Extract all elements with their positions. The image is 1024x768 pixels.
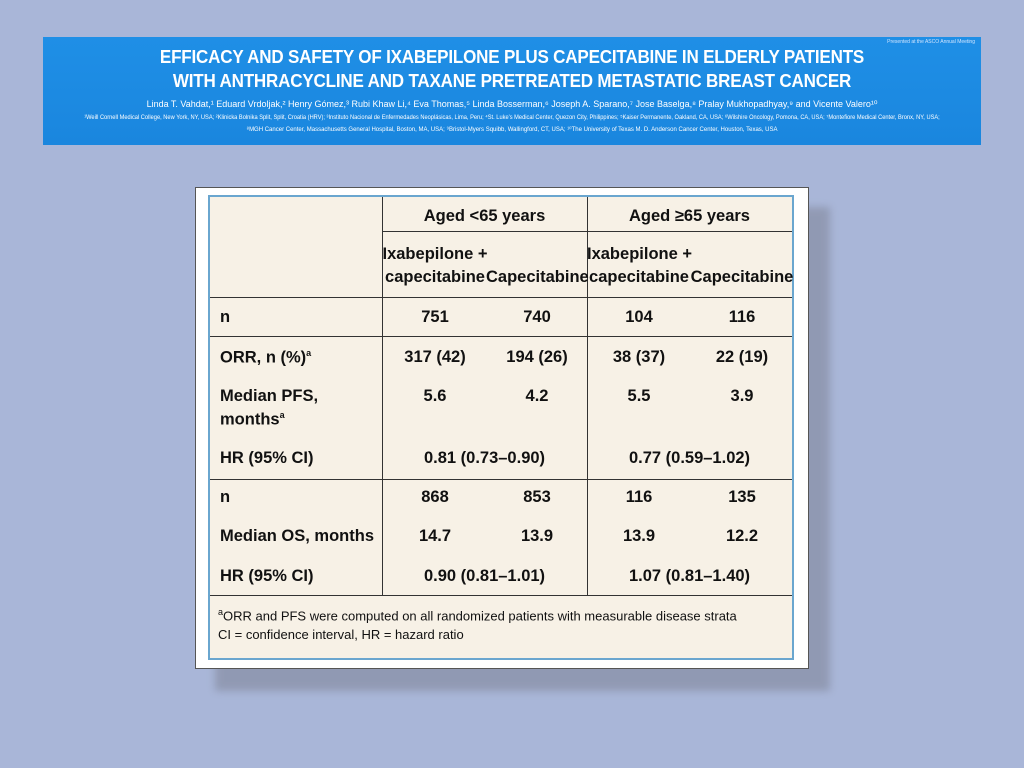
footnote-abbreviations: CI = confidence interval, HR = hazard ratio [218,627,464,642]
affiliations-line-1: ¹Weill Cornell Medical College, New York, NY, USA; ²Klinicka Bolnika Split, Split, Croatia (HRV); ³Instituto Nacional de Enfermedades Neoplásicas, Lima, Peru; ⁴St. Luke's Medical Center, Quezon City, Philippines; ⁵Kaiser Permanente, Oakland, CA, USA; ⁶Wilshire Oncology, Pomona, CA, USA; ⁷Montefiore Medical Center, Bronx, NY, USA; [84,115,940,121]
authors: Linda T. Vahdat,¹ Eduard Vrdoljak,² Henry Gómez,³ Rubi Khaw Li,⁴ Eva Thomas,⁵ Linda Bosserman,⁶ Joseph A. Sparano,⁷ Jose Baselga,⁸ Pralay Mukhopadhyay,⁹ and Vicente Valero¹⁰ [146,99,878,109]
cell: 3.9 [730,387,754,405]
col-header-ixa-1: Ixabepilone + [382,245,488,263]
cell: 13.9 [520,527,554,545]
col-header-ixa-2-line2: capecitabine [589,268,689,286]
cell: 22 (19) [715,348,769,366]
group-header-under-65: Aged <65 years [423,207,546,225]
table-card [195,187,809,669]
cell: 116 [625,488,653,506]
col-header-cap-1: Capecitabine [486,268,589,286]
table-bottom-rule [210,595,792,596]
cell: 740 [523,308,551,326]
cell: 135 [728,488,756,506]
cell: 868 [421,488,449,506]
affiliations-line-2: ⁸MGH Cancer Center, Massachusetts General Hospital, Boston, MA, USA; ⁹Bristol-Myers Squibb, Wallingford, CT, USA; ¹⁰The University of Texas M. D. Anderson Cancer Center, Houston, Texas, USA [246,127,778,133]
cell: 14.7 [418,527,452,545]
cell: 5.6 [423,387,447,405]
col-header-ixa-1-line2: capecitabine [385,268,485,286]
row-label-hr-pfs: HR (95% CI) [220,449,314,467]
cell: 194 (26) [506,348,568,366]
cell: 38 (37) [612,348,666,366]
cell: 104 [625,308,653,326]
corner-note: Presented at the ASCO Annual Meeting [887,39,975,45]
row-label-n: n [220,308,231,326]
row-label-orr: ORR, n (%)$^a$ [220,348,312,367]
group-header-rule [382,231,792,232]
footnote-orr-pfs: $^a$ORR and PFS were computed on all randomized patients with measurable disease strata [218,607,737,624]
cell-hr-os-group1: 0.90 (0.81–1.01) [423,567,546,585]
cell: 751 [421,308,449,326]
row-label-n-os: n [220,488,231,506]
title-banner [43,37,981,145]
row-label-pfs-line2: months$^a$ [220,410,285,429]
title-line-1: EFFICACY AND SAFETY OF IXABEPILONE PLUS CAPECITABINE IN ELDERLY PATIENTS [159,46,865,67]
cell-hr-group1: 0.81 (0.73–0.90) [423,449,546,467]
cell: 853 [523,488,551,506]
cell-hr-group2: 0.77 (0.59–1.02) [628,449,751,467]
cell: 317 (42) [404,348,466,366]
row-label-pfs: Median PFS, [220,387,319,405]
cell: 4.2 [525,387,549,405]
col-header-cap-2: Capecitabine [690,268,794,286]
results-table [208,195,794,660]
col-header-ixa-2: Ixabepilone + [587,245,692,263]
row-label-hr-os: HR (95% CI) [220,567,314,585]
cell: 116 [728,308,756,326]
row-rule-1 [210,336,792,337]
row-rule-2 [210,479,792,480]
group-header-65-plus: Aged ≥65 years [629,207,750,225]
cell: 5.5 [627,387,651,405]
cell-hr-os-group2: 1.07 (0.81–1.40) [628,567,751,585]
row-label-os: Median OS, months [220,527,375,545]
header-rule [210,297,792,298]
cell: 12.2 [725,527,759,545]
title-line-2: WITH ANTHRACYCLINE AND TAXANE PRETREATED METASTATIC BREAST CANCER [172,70,852,91]
cell: 13.9 [622,527,656,545]
